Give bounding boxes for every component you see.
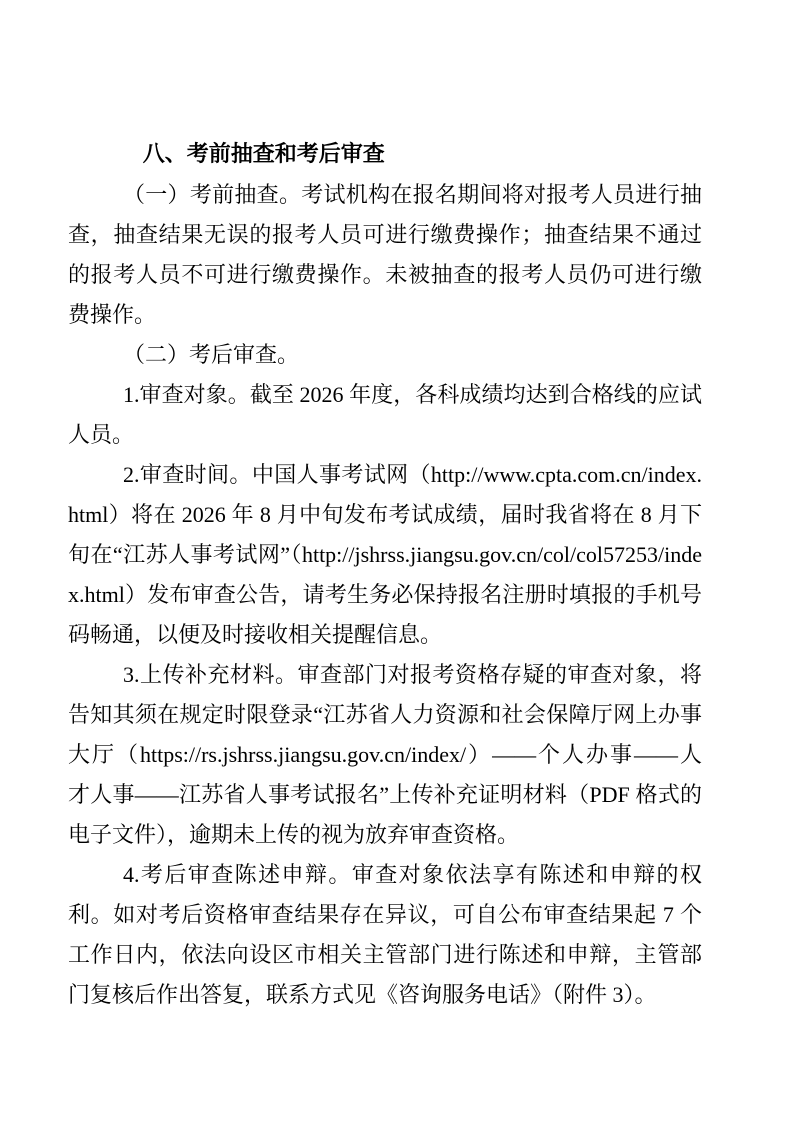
paragraph-review-target: 1.审查对象。截至 2026 年度，各科成绩均达到合格线的应试人员。 (68, 382, 702, 447)
paragraph-post-exam-review-intro: （二）考后审查。 (123, 342, 300, 367)
paragraph-review-time: 2.审查时间。中国人事考试网（http://www.cpta.com.cn/index.html）将在 2026 年 8 月中旬发布考试成绩，届时我省将在 8 月下旬在“江苏人事考试网”（http://jshrss.jiangsu.gov.cn/col/col57253/index.html）发布审查公告，请考生务必保持报名注册时填报的手机号码畅通，以便及时接收相关提醒信息。 (68, 462, 702, 647)
paragraph-statement-and-defense: 4.考后审查陈述申辩。审查对象依法享有陈述和申辩的权利。如对考后资格审查结果存在异议，可自公布审查结果起 7 个工作日内，依法向设区市相关主管部门进行陈述和申辩，主管部门复核后作出答复，联系方式见《咨询服务电话》（附件 3）。 (68, 862, 702, 1007)
document-content (68, 135, 702, 1015)
paragraph-upload-supplementary-materials: 3.上传补充材料。审查部门对报考资格存疑的审查对象，将告知其须在规定时限登录“江苏省人力资源和社会保障厅网上办事大厅（https://rs.jshrss.jiangsu.gov.cn/index/）——个人办事——人才人事——江苏省人事考试报名”上传补充证明材料（PDF 格式的电子文件），逾期未上传的视为放弃审查资格。 (68, 662, 702, 847)
section-heading: 八、考前抽查和考后审查 (142, 142, 385, 167)
paragraph-pre-exam-spot-check: （一）考前抽查。考试机构在报名期间将对报考人员进行抽查，抽查结果无误的报考人员可进行缴费操作；抽查结果不通过的报考人员不可进行缴费操作。未被抽查的报考人员仍可进行缴费操作。 (68, 182, 702, 327)
